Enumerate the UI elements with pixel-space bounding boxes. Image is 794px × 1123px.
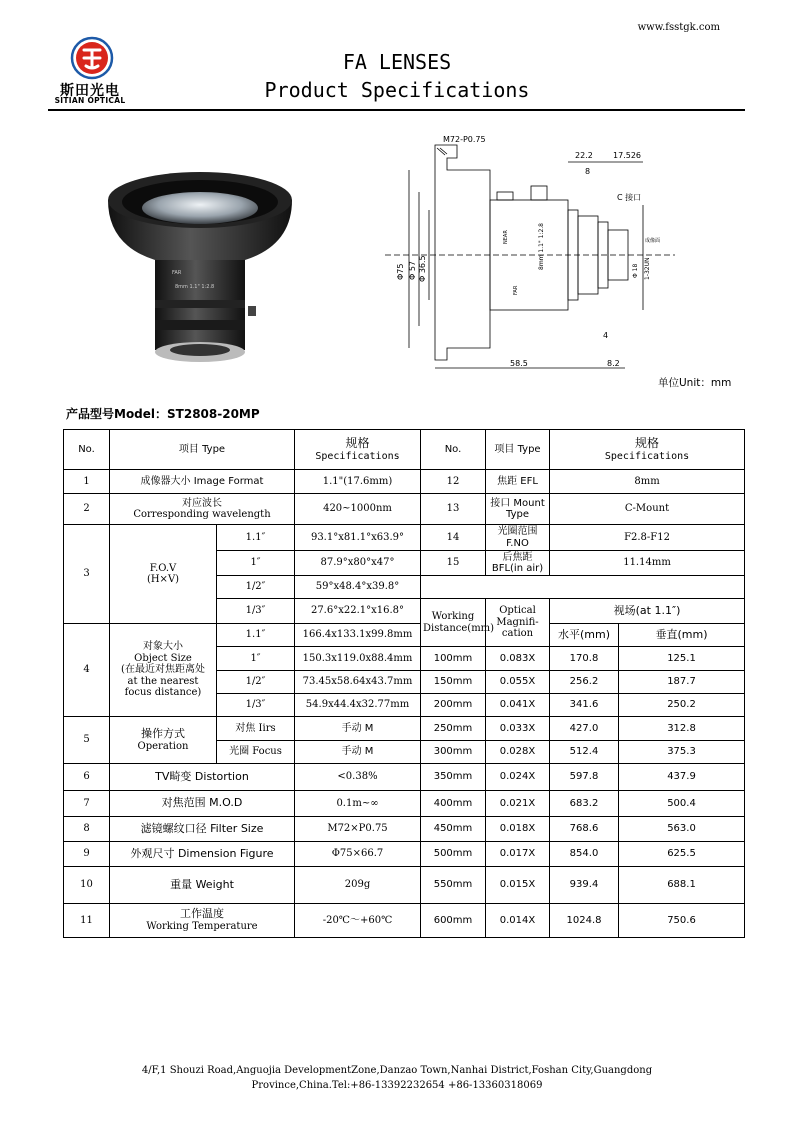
table-row [64,817,745,842]
object-size-format: 1.1″ [217,624,295,647]
header-no: No. [64,430,110,470]
wd-value: 250mm [421,717,486,741]
object-size-value: 150.3x119.0x88.4mm [295,647,421,671]
logo-english-name: SITIAN OPTICAL [54,96,126,105]
wd-value: 400mm [421,791,486,817]
vertical-header: 垂直(mm) [619,624,745,647]
dimension-drawing [385,130,685,375]
v-value: 125.1 [619,647,745,671]
h-value: 597.8 [550,764,619,791]
mag-value: 0.018X [486,817,550,842]
object-size-value: 166.4x133.1x99.8mm [295,624,421,647]
h-value: 256.2 [550,671,619,694]
v-value: 625.5 [619,842,745,867]
row15-no: 15 [421,551,486,576]
dim-4: 4 [603,331,609,340]
footer-line-1: 4/F,1 Shouzi Road,Anguojia DevelopmentZone,Danzao Town,Nanhai District,Foshan City,Guangdong [141,1065,653,1076]
mag-value: 0.014X [486,904,550,938]
dim-8-2: 8.2 [607,359,620,368]
header-spec: 规格 Specifications [295,430,421,470]
row2-item: 对应波长 Corresponding wavelength [110,494,295,525]
dim-d75: Φ75 [396,263,405,280]
row7-no: 7 [64,791,110,817]
row1-no: 1 [64,470,110,494]
h-value: 683.2 [550,791,619,817]
wd-value: 200mm [421,694,486,717]
header-item-2: 项目 Type [486,430,550,470]
mag-value: 0.028X [486,741,550,764]
empty-cell [421,576,745,599]
row5-item: 操作方式 Operation [110,717,217,764]
row7-item: 对焦范围 M.O.D [110,791,295,817]
row15-spec: 11.14mm [550,551,745,576]
mag-value: 0.021X [486,791,550,817]
row12-item: 焦距 EFL [486,470,550,494]
mount-label: C 接口 [617,193,642,202]
row3-no: 3 [64,525,110,624]
wd-value: 150mm [421,671,486,694]
row7-spec: 0.1m~∞ [295,791,421,817]
lens-photo [100,170,300,370]
dim-58: 58.5 [510,359,528,368]
row15-item: 后焦距 BFL(in air) [486,551,550,576]
row9-spec: Φ75×66.7 [295,842,421,867]
v-value: 500.4 [619,791,745,817]
dim-d57: Φ 57 [408,260,417,280]
row10-no: 10 [64,867,110,904]
header-no-2: No. [421,430,486,470]
v-value: 437.9 [619,764,745,791]
v-value: 688.1 [619,867,745,904]
svg-text:8mm 1.1" 1:2.8: 8mm 1.1" 1:2.8 [175,284,215,290]
h-value: 939.4 [550,867,619,904]
fov-value: 59°x48.4°x39.8° [295,576,421,599]
row4-item: 对象大小 Object Size (在最近对焦距离处 at the nearest focus distance) [110,624,217,717]
operation-iris: 光圈 Focus [217,741,295,764]
header-item: 项目 Type [110,430,295,470]
fov-size: 1.1″ [217,525,295,551]
wd-value: 350mm [421,764,486,791]
fov-value: 87.9°x80°x47° [295,551,421,576]
table-row [64,525,745,551]
fov-value: 93.1°x81.1°x63.9° [295,525,421,551]
row13-no: 13 [421,494,486,525]
v-value: 250.2 [619,694,745,717]
dim-17: 17.526 [613,151,641,160]
table-row [64,764,745,791]
row6-spec: <0.38% [295,764,421,791]
wd-value: 550mm [421,867,486,904]
mag-value: 0.083X [486,647,550,671]
operation-iris-value: 手动 M [295,741,421,764]
website-url[interactable]: www.fsstgk.com [637,22,720,33]
row11-spec: -20℃～+60℃ [295,904,421,938]
header-spec-2: 规格 Specifications [550,430,745,470]
table-row [64,867,745,904]
row9-item: 外观尺寸 Dimension Figure [110,842,295,867]
field-of-view-header: 视场(at 1.1″) [550,599,745,624]
h-value: 427.0 [550,717,619,741]
object-size-format: 1″ [217,647,295,671]
lens-far-mark: FAR [513,285,519,295]
row12-no: 12 [421,470,486,494]
magnification-header: Optical Magnifi- cation [486,599,550,647]
row14-no: 14 [421,525,486,551]
row5-no: 5 [64,717,110,764]
fov-size: 1″ [217,551,295,576]
mag-value: 0.055X [486,671,550,694]
row14-item: 光圈范围 F.NO [486,525,550,551]
object-size-value: 54.9x44.4x32.77mm [295,694,421,717]
operation-focus-value: 手动 M [295,717,421,741]
mag-value: 0.033X [486,717,550,741]
dim-32un: 1-32UN [644,257,651,280]
unit-label: 单位Unit：mm [658,377,732,389]
h-value: 341.6 [550,694,619,717]
working-distance-header: Working Distance(mm) [421,599,486,647]
row3-item: F.O.V (H×V) [110,525,217,624]
table-row [64,904,745,938]
h-value: 854.0 [550,842,619,867]
object-size-format: 1/3″ [217,694,295,717]
horizontal-header: 水平(mm) [550,624,619,647]
mag-value: 0.017X [486,842,550,867]
h-value: 1024.8 [550,904,619,938]
table-header-row [64,430,745,470]
v-value: 563.0 [619,817,745,842]
footer-line-2: Province,China.Tel:+86-13392232654 +86-13360318069 [251,1080,543,1091]
row8-spec: M72×P0.75 [295,817,421,842]
header-divider [48,109,745,111]
wd-value: 300mm [421,741,486,764]
mag-value: 0.015X [486,867,550,904]
wd-value: 600mm [421,904,486,938]
logo-chinese-name: 斯田光电 [60,83,120,99]
v-value: 312.8 [619,717,745,741]
row2-spec: 420~1000nm [295,494,421,525]
svg-text:FAR: FAR [172,270,182,276]
dim-d36: Φ 36.5 [418,255,427,282]
dim-22: 22.2 [575,151,593,160]
row2-no: 2 [64,494,110,525]
v-value: 187.7 [619,671,745,694]
h-value: 170.8 [550,647,619,671]
title-line-1: FA LENSES [342,50,452,74]
fov-value: 27.6°x22.1°x16.8° [295,599,421,624]
row6-item: TV畸变 Distortion [110,764,295,791]
row6-no: 6 [64,764,110,791]
wd-value: 100mm [421,647,486,671]
fov-size: 1/3″ [217,599,295,624]
dim-8: 8 [585,167,591,176]
h-value: 768.6 [550,817,619,842]
row8-item: 滤镜螺纹口径 Filter Size [110,817,295,842]
row10-item: 重量 Weight [110,867,295,904]
operation-focus: 对焦 Iirs [217,717,295,741]
h-value: 512.4 [550,741,619,764]
v-value: 375.3 [619,741,745,764]
row13-item: 接口 Mount Type [486,494,550,525]
row1-spec: 1.1"(17.6mm) [295,470,421,494]
table-row [64,791,745,817]
row12-spec: 8mm [550,470,745,494]
spec-table [63,429,745,938]
row1-item: 成像器大小 Image Format [110,470,295,494]
title-line-2: Product Specifications [264,78,530,102]
mag-value: 0.024X [486,764,550,791]
row14-spec: F2.8-F12 [550,525,745,551]
dim-thread: M72-P0.75 [443,135,486,144]
lens-near-mark: NEAR [503,230,509,244]
row11-item: 工作温度 Working Temperature [110,904,295,938]
dim-d18: Φ 18 [632,263,639,278]
object-size-value: 73.45x58.64x43.7mm [295,671,421,694]
table-row [64,717,745,741]
object-size-format: 1/2″ [217,671,295,694]
v-value: 750.6 [619,904,745,938]
table-row [64,624,745,647]
fov-size: 1/2″ [217,576,295,599]
wd-value: 500mm [421,842,486,867]
table-row [64,494,745,525]
row13-spec: C-Mount [550,494,745,525]
image-plane-label: 成像面 [645,238,661,244]
table-row [64,470,745,494]
table-row [64,842,745,867]
footer-address [0,1063,794,1093]
mag-value: 0.041X [486,694,550,717]
row4-no: 4 [64,624,110,717]
row10-spec: 209g [295,867,421,904]
lens-engraving: 8mm 1.1" 1:2.8 [538,222,545,270]
row8-no: 8 [64,817,110,842]
model-label: 产品型号Model：ST2808-20MP [66,407,260,421]
row11-no: 11 [64,904,110,938]
wd-value: 450mm [421,817,486,842]
row9-no: 9 [64,842,110,867]
